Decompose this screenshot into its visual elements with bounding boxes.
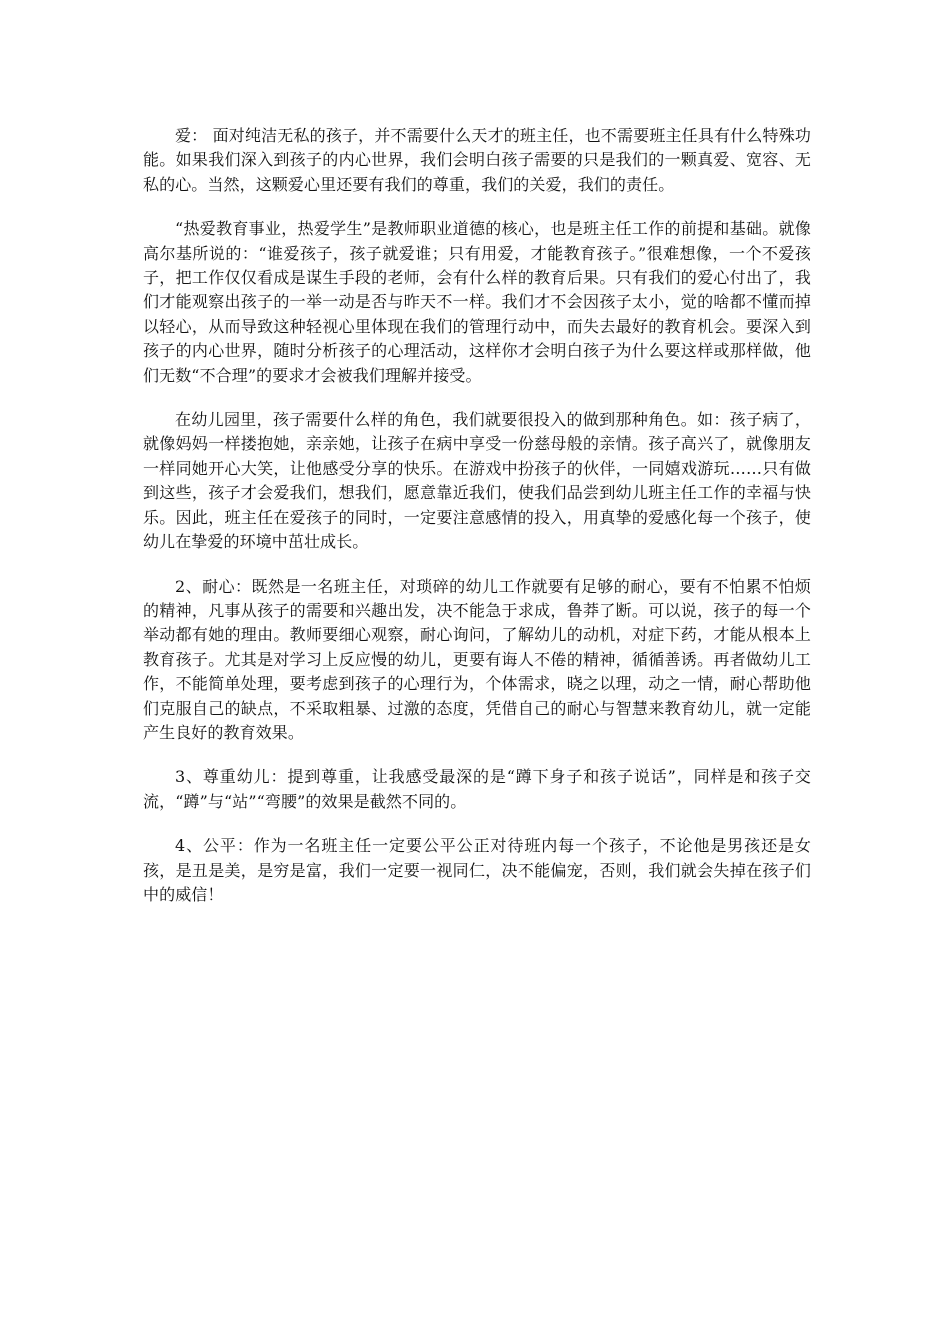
paragraph-respect: 3、尊重幼儿：提到尊重，让我感受最深的是“蹲下身子和孩子说话”，同样是和孩子交流，“蹲”与“站”“弯腰”的效果是截然不同的。	[143, 767, 811, 811]
paragraph-kindergarten-role: 在幼儿园里，孩子需要什么样的角色，我们就要很投入的做到那种角色。如：孩子病了，就像妈妈一样搂抱她，亲亲她，让孩子在病中享受一份慈母般的亲情。孩子高兴了，就像朋友一样同她开心大笑，让他感受分享的快乐。在游戏中扮孩子的伙伴，一同嬉戏游玩……只有做到这些，孩子才会爱我们，想我们，愿意靠近我们，使我们品尝到幼儿班主任工作的幸福与快乐。因此，班主任在爱孩子的同时，一定要注意感情的投入，用真挚的爱感化每一个孩子，使幼儿在挚爱的环境中茁壮成长。	[143, 410, 811, 552]
document-page	[143, 124, 811, 927]
paragraph-love: 爱： 面对纯洁无私的孩子，并不需要什么天才的班主任，也不需要班主任具有什么特殊功能。如果我们深入到孩子的内心世界，我们会明白孩子需要的只是我们的一颗真爱、宽容、无私的心。当然，这颗爱心里还要有我们的尊重，我们的关爱，我们的责任。	[143, 126, 811, 194]
paragraph-fairness: 4、公平：作为一名班主任一定要公平公正对待班内每一个孩子，不论他是男孩还是女孩，是丑是美，是穷是富，我们一定要一视同仁，决不能偏宠，否则，我们就会失掉在孩子们中的威信！	[143, 836, 811, 904]
paragraph-patience: 2、耐心：既然是一名班主任，对琐碎的幼儿工作就要有足够的耐心，要有不怕累不怕烦的精神，凡事从孩子的需要和兴趣出发，决不能急于求成，鲁莽了断。可以说，孩子的每一个举动都有她的理由。教师要细心观察，耐心询问，了解幼儿的动机，对症下药，才能从根本上教育孩子。尤其是对学习上反应慢的幼儿，更要有诲人不倦的精神，循循善诱。再者做幼儿工作，不能简单处理，要考虑到孩子的心理行为，个体需求，晓之以理，动之一情，耐心帮助他们克服自己的缺点，不采取粗暴、过激的态度，凭借自己的耐心与智慧来教育幼儿，就一定能产生良好的教育效果。	[143, 576, 811, 742]
paragraph-love-education: “热爱教育事业，热爱学生”是教师职业道德的核心，也是班主任工作的前提和基础。就像高尔基所说的：“谁爱孩子，孩子就爱谁；只有用爱，才能教育孩子。”很难想像，一个不爱孩子，把工作仅仅看成是谋生手段的老师，会有什么样的教育后果。只有我们的爱心付出了，我们才能观察出孩子的一举一动是否与昨天不一样。我们才不会因孩子太小，觉的啥都不懂而掉以轻心，从而导致这种轻视心里体现在我们的管理行动中，而失去最好的教育机会。要深入到孩子的内心世界，随时分析孩子的心理活动，这样你才会明白孩子为什么要这样或那样做，他们无数“不合理”的要求才会被我们理解并接受。	[143, 219, 811, 385]
